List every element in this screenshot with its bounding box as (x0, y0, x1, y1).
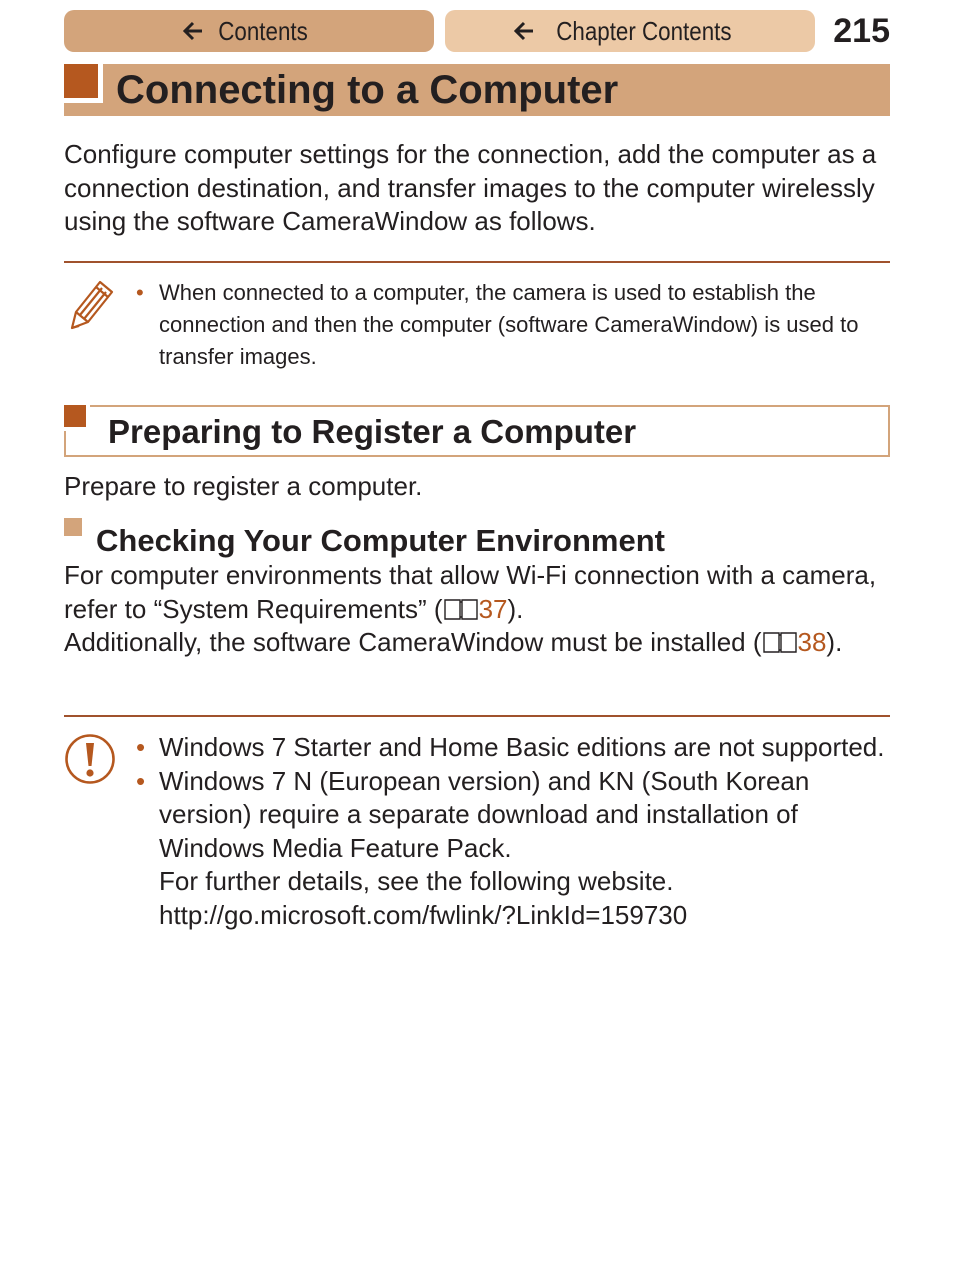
contents-label: Contents (218, 15, 308, 46)
chapter-contents-button[interactable] (445, 10, 815, 52)
env-text-1: For computer environments that allow Wi-Fi connection with a camera, refer to “System Requirements” ( (64, 560, 877, 624)
caution-list (136, 731, 890, 932)
env-text-2: ). (507, 593, 524, 624)
page-number: 215 (833, 12, 890, 50)
note-item (136, 277, 890, 373)
divider (64, 261, 890, 263)
contents-button[interactable] (64, 10, 434, 52)
book-icon (443, 597, 479, 621)
env-text-4: ). (826, 627, 843, 657)
divider (64, 715, 890, 717)
arrow-left-icon (183, 21, 203, 41)
note-text: When connected to a computer, the camera is used to establish the connection and then the computer (software CameraWindow) is used to transfer images. (159, 280, 859, 369)
bullet-icon: • (136, 280, 144, 305)
caution-detail: For further details, see the following website. (159, 866, 674, 896)
subsection-title: Checking Your Computer Environment (96, 523, 665, 558)
env-text-3: Additionally, the software CameraWindow must be installed ( (64, 627, 762, 657)
page-ref-link-38[interactable] (762, 627, 827, 657)
bullet-icon: • (136, 765, 146, 796)
book-icon (762, 630, 798, 654)
bullet-icon: • (136, 732, 146, 762)
website-url[interactable]: http://go.microsoft.com/fwlink/?LinkId=159730 (159, 899, 688, 930)
section-text: Prepare to register a computer. (64, 471, 423, 501)
pencil-icon (66, 276, 116, 332)
subsection-square-marker (64, 518, 85, 539)
arrow-left-icon (514, 21, 534, 41)
section-title: Preparing to Register a Computer (108, 413, 637, 450)
note-list (136, 277, 890, 373)
caution-text: Windows 7 Starter and Home Basic editions are not supported. (159, 732, 885, 762)
caution-text: Windows 7 N (European version) and KN (South Korean version) require a separate download and installation of Windows Media Feature Pack. (159, 765, 810, 863)
page-title: Connecting to a Computer (116, 68, 619, 112)
caution-item (136, 765, 890, 933)
title-square-marker (64, 64, 103, 103)
caution-item (136, 731, 890, 765)
chapter-contents-label: Chapter Contents (556, 15, 732, 46)
page-ref-link-37[interactable] (443, 594, 508, 624)
page-ref-number: 38 (797, 627, 827, 657)
section-square-marker (64, 405, 90, 431)
page-ref-number: 37 (478, 593, 508, 624)
subsection-text (64, 559, 890, 660)
caution-icon (64, 733, 116, 785)
intro-paragraph: Configure computer settings for the connection, add the computer as a connection destination, and transfer images to the computer wirelessly using the software CameraWindow as follows. (64, 139, 877, 236)
